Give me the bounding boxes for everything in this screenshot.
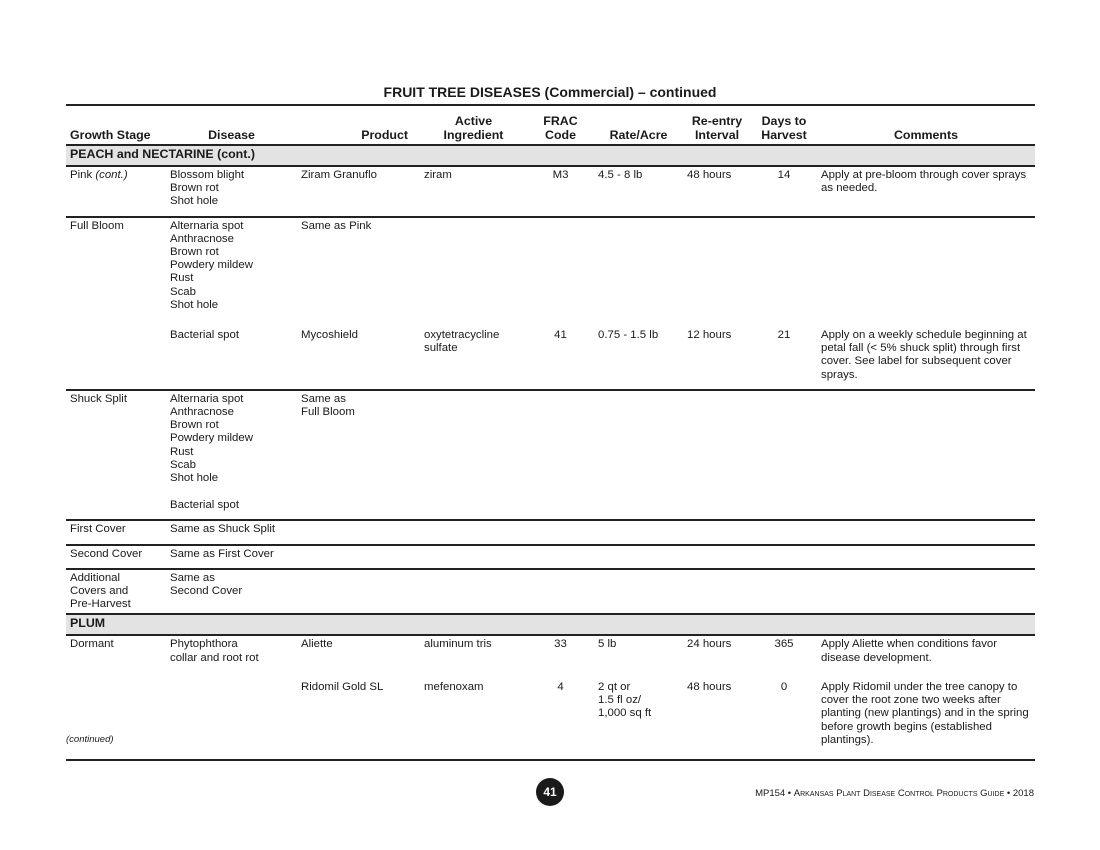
- table-row: Additional Covers and Pre-Harvest Same as Second Cover: [70, 571, 243, 611]
- fungicide-table: [66, 104, 1035, 747]
- footer-text: MP154 • Arkansas Plant Disease Control Products Guide • 2018: [755, 788, 1034, 799]
- header-growth-stage: Growth Stage: [66, 105, 166, 145]
- header-active-ingredient: Active Ingredient: [420, 105, 527, 145]
- table-row: Full Bloom Alternaria spot Anthracnose Brown rot Powdery mildew Rust Scab Shot hole Same as Pink: [70, 219, 372, 311]
- section-plum: PLUM: [66, 614, 1035, 635]
- table-row: First Cover Same as Shuck Split: [66, 520, 1035, 544]
- table-row: Shuck Split Alternaria spot Anthracnose Brown rot Powdery mildew Rust Scab Shot hole Bacterial spot Same as Full Bloom: [66, 390, 1035, 521]
- header-product: Product: [297, 105, 420, 145]
- header-comments: Comments: [817, 105, 1035, 145]
- table-row: Bacterial spot Mycoshield oxytetracycline sulfate 41 0.75 - 1.5 lb 12 hours 21 Apply on a weekly schedule beginning at petal fall (< 5% shuck split) through first cover. See label for subsequent cover sprays.: [66, 329, 1035, 390]
- bottom-rule: [66, 759, 1035, 761]
- header-rate: Rate/Acre: [594, 105, 683, 145]
- section-peach: PEACH and NECTARINE (cont.): [66, 145, 1035, 166]
- table-row: Dormant Phytophthora collar and root rot Aliette aluminum tris 33 5 lb 24 hours 365 Apply Aliette when conditions favor disease development.: [70, 638, 998, 664]
- continued-note: (continued): [66, 734, 114, 745]
- table-row: Ridomil Gold SL mefenoxam 4 2 qt or 1.5 fl oz/ 1,000 sq ft 48 hours 0 Apply Ridomil under the tree canopy to cover the root zone two weeks after planting (new plantings) and in the spring before growth begins (established plantings).: [301, 680, 1029, 746]
- table-row: Second Cover Same as First Cover: [66, 545, 1035, 569]
- header-frac-code: FRAC Code: [527, 105, 594, 145]
- page-number: 41: [536, 778, 564, 806]
- header-days-to-harvest: Days to Harvest: [751, 105, 817, 145]
- header-reentry: Re-entry Interval: [683, 105, 751, 145]
- table-header: [66, 105, 1035, 145]
- header-disease: Disease: [166, 105, 297, 145]
- page-title: FRUIT TREE DISEASES (Commercial) – continued: [383, 84, 717, 100]
- table-row: Pink (cont.) Blossom blight Brown rot Shot hole Ziram Granuflo ziram M3 4.5 - 8 lb 48 hours 14 Apply at pre-bloom through cover sprays as needed.: [66, 166, 1035, 217]
